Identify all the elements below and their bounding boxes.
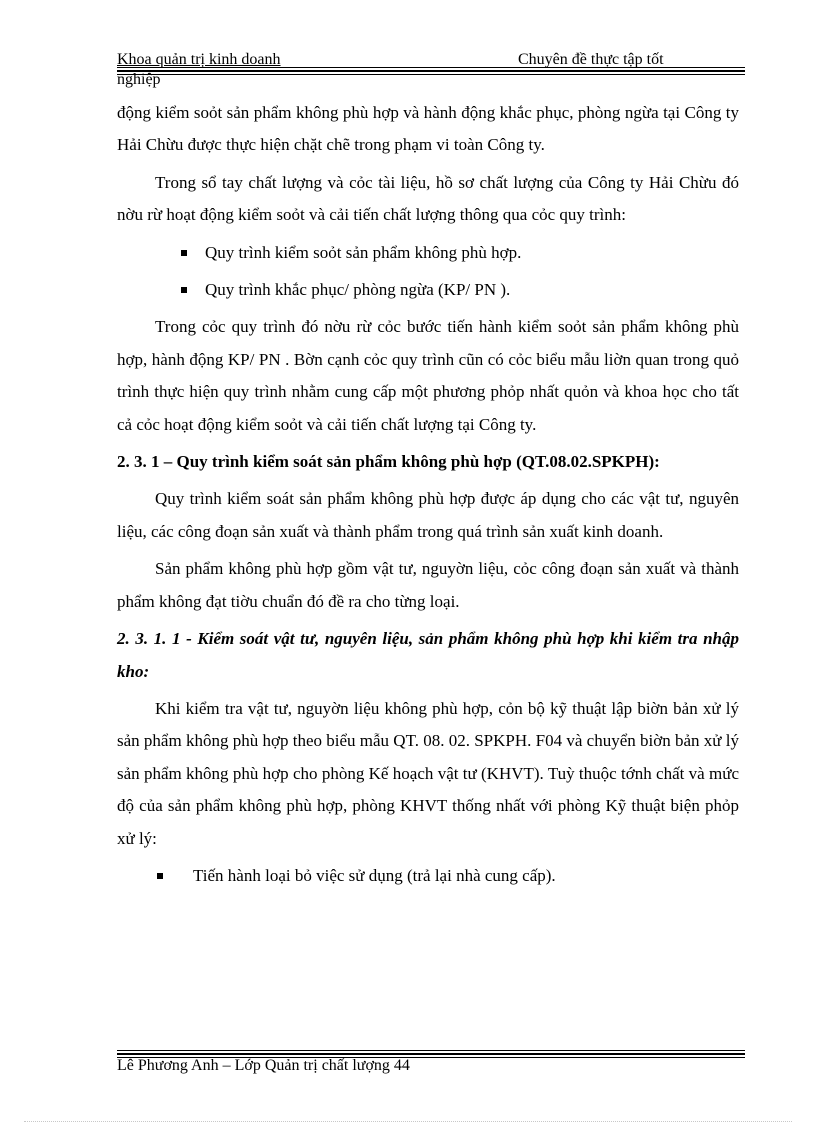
list-item-text: Tiến hành loại bỏ việc sử dụng (trả lại nhà cung cấp). — [193, 865, 556, 885]
section-heading: 2. 3. 1 – Quy trình kiểm soát sản phẩm không phù hợp (QT.08.02.SPKPH): — [117, 452, 660, 472]
list-item-text: Quy trình khắc phục/ phòng ngừa (KP/ PN ). — [205, 280, 511, 300]
footer-rule-middle — [117, 1053, 745, 1055]
paragraph: Trong sổ tay chất lượng và cỏc tài liệu, hồ sơ chất lượng của Công ty Hải Chừu đó nờu rừ hoạt động kiểm soỏt và cải tiến chất lượng thông qua cỏc quy trình: — [117, 172, 739, 225]
footer-rule-top — [117, 1050, 745, 1051]
paragraph: Trong cỏc quy trình đó nờu rừ cỏc bước tiến hành kiểm soỏt sản phẩm không phù hợp, hành động KP/ PN . Bờn cạnh cỏc quy trình cũn có cỏc biểu mẫu liờn quan trong quỏ trình thực hiện quy trình nhằm cung cấp một phương phỏp nhất quỏn và khoa học cho tất cả cỏc hoạt động kiểm soỏt và cải tiến chất lượng tại Công ty. — [117, 317, 739, 434]
header-title: Chuyên đề thực tập tốt — [518, 51, 664, 68]
paragraph: Quy trình kiểm soát sản phẩm không phù hợp được áp dụng cho các vật tư, nguyên liệu, các công đoạn sản xuất và thành phẩm trong quá trình sản xuất kinh doanh. — [117, 489, 739, 541]
document-body — [117, 97, 739, 897]
header-rule-bottom — [117, 74, 745, 75]
square-bullet-icon — [157, 873, 163, 879]
subsection-heading: 2. 3. 1. 1 - Kiểm soát vật tư, nguyên liệu, sản phẩm không phù hợp khi kiểm tra nhập kho: — [117, 629, 739, 681]
header-rule-middle — [117, 70, 745, 72]
list-item-text: Quy trình kiểm soỏt sản phẩm không phù hợp. — [205, 242, 522, 262]
paragraph: động kiểm soỏt sản phẩm không phù hợp và hành động khắc phục, phòng ngừa tại Công ty Hải Chừu được thực hiện chặt chẽ trong phạm vi toàn Công ty. — [117, 103, 739, 155]
footer-author: Lê Phương Anh – Lớp Quản trị chất lượng 44 — [117, 1057, 410, 1074]
paragraph: Sản phẩm không phù hợp gồm vật tư, nguyờn liệu, cỏc công đoạn sản xuất và thành phẩm không đạt tiờu chuẩn đó đề ra cho từng loại. — [117, 559, 739, 611]
list-item — [117, 237, 739, 269]
square-bullet-icon — [181, 287, 187, 293]
header-faculty-line2: nghiệp — [117, 71, 161, 88]
square-bullet-icon — [181, 250, 187, 256]
header-rule-top — [117, 67, 745, 68]
list-item — [117, 860, 739, 892]
list-item — [117, 274, 739, 306]
paragraph: Khi kiểm tra vật tư, nguyờn liệu không phù hợp, cỏn bộ kỹ thuật lập biờn bản xử lý sản phẩm không phù hợp theo biểu mẫu QT. 08. 02. SPKPH. F04 và chuyển biờn bản xử lý sản phẩm không phù hợp cho phòng Kế hoạch vật tư (KHVT). Tuỳ thuộc tớnh chất và mức độ của sản phẩm không phù hợp, phòng KHVT thống nhất với phòng Kỹ thuật biện phỏp xử lý: — [117, 698, 739, 848]
page-bottom-dotted-line — [24, 1121, 792, 1122]
header-faculty-line1: Khoa quản trị kinh doanh — [117, 51, 281, 68]
